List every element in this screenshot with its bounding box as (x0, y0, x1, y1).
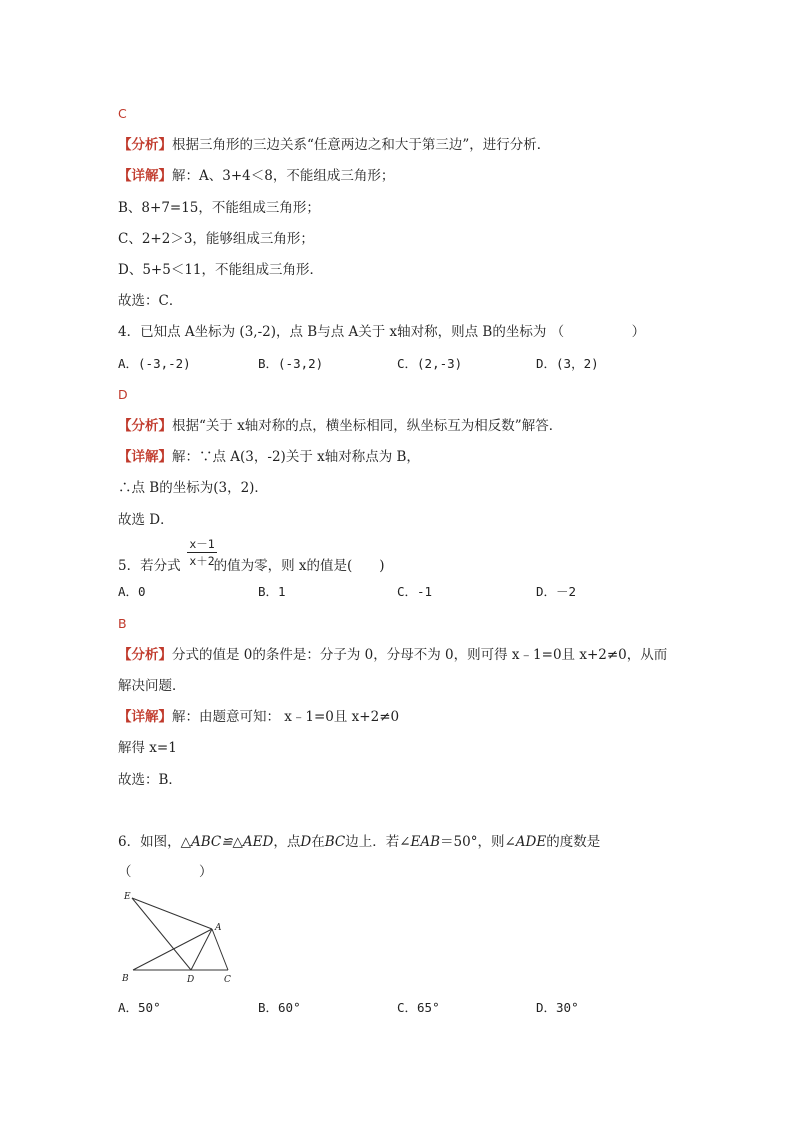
q4-answer: D (118, 387, 128, 402)
q5-option-b: B．1 (258, 584, 286, 599)
q6-point-d: D (300, 834, 312, 850)
q5-stem-prefix: 5．若分式 (118, 558, 181, 574)
q3-analysis (118, 136, 550, 154)
q5-option-d: D．－2 (536, 584, 577, 599)
analysis-tag: 【分析】 (118, 418, 172, 434)
q6-angle-ade: ADE (515, 834, 547, 850)
q3-line-b: B、8+7=15，不能组成三角形； (118, 200, 320, 216)
segment-ad (191, 929, 212, 970)
segment-ed (132, 898, 191, 970)
label-a: A (215, 923, 222, 933)
q5-stem-suffix: 的值为零，则 x的值是( ) (213, 558, 385, 574)
q6-geometry-figure (118, 888, 248, 988)
analysis-text: 根据“关于 x轴对称的点，横坐标相同，纵坐标互为相反数”解答． (172, 418, 563, 434)
q6-stem-mid4: ＝50°，则∠ (440, 834, 516, 850)
q3-line-d: D、5+5＜11，不能组成三角形． (118, 262, 323, 278)
detail-tag: 【详解】 (118, 709, 172, 725)
label-e: E (124, 892, 131, 902)
q3-detail (118, 167, 394, 185)
q5-solve: 解得 x=1 (118, 740, 177, 756)
q5-answer: B (118, 616, 127, 631)
analysis-tag: 【分析】 (118, 137, 172, 153)
q4-conclusion: 故选 D． (118, 512, 174, 528)
q6-stem-mid3: 边上．若∠ (345, 834, 411, 850)
label-b: B (122, 974, 129, 984)
q5-detail (118, 708, 399, 726)
q5-stem (118, 557, 385, 575)
q3-answer: C (118, 106, 127, 121)
q5-analysis (118, 646, 667, 664)
q6-option-d: D．30° (536, 1000, 579, 1015)
q5-option-a: A．0 (118, 584, 146, 599)
q4-option-a: A．(-3,-2) (118, 356, 191, 371)
detail-text: 解：由题意可知： x﹣1=0且 x+2≠0 (172, 709, 400, 725)
q6-congruence: △ABC≌△AED (180, 834, 274, 850)
q3-line-c: C、2+2＞3，能够组成三角形； (118, 231, 314, 247)
figure-lines (132, 898, 228, 970)
q5-fraction (187, 537, 217, 568)
q4-stem: 4．已知点 A坐标为 (3,-2)，点 B与点 A关于 x轴对称，则点 B的坐标为 （ ） (118, 324, 646, 340)
label-d: D (187, 975, 195, 985)
detail-tag: 【详解】 (118, 449, 172, 465)
analysis-tag: 【分析】 (118, 647, 172, 663)
q6-stem-prefix: 6．如图， (118, 834, 181, 850)
q5-conclusion: 故选：B． (118, 772, 182, 788)
q4-option-d: D．(3，2) (536, 356, 599, 371)
q6-stem-mid: ，点 (273, 834, 301, 850)
detail-text: 解：∵点 A(3，-2)关于 x轴对称点为 B， (172, 449, 420, 465)
segment-ba (133, 929, 212, 970)
segment-ea (132, 898, 212, 929)
q4-option-c: C．(2,-3) (397, 356, 463, 371)
q4-analysis (118, 417, 562, 435)
q4-detail (118, 448, 420, 466)
q4-therefore: ∴点 B的坐标为(3，2)． (118, 480, 268, 496)
fraction-denominator: x＋2 (189, 554, 215, 568)
q5-analysis-cont: 解决问题． (118, 678, 186, 694)
fraction-numerator: x－1 (187, 537, 217, 553)
detail-text: 解：A、3+4＜8，不能组成三角形； (172, 168, 395, 184)
q4-option-b: B．(-3,2) (258, 356, 324, 371)
q6-option-c: C．65° (397, 1000, 440, 1015)
detail-tag: 【详解】 (118, 168, 172, 184)
analysis-text: 分式的值是 0的条件是：分子为 0，分母不为 0，则可得 x﹣1=0且 x+2≠0，从而 (172, 647, 668, 663)
q6-segment-bc: BC (324, 834, 346, 850)
q6-stem (118, 833, 600, 851)
label-c: C (224, 975, 231, 985)
q6-option-b: B．60° (258, 1000, 301, 1015)
q6-option-a: A．50° (118, 1000, 161, 1015)
q6-stem-mid2: 在 (311, 834, 325, 850)
q6-angle-eab: EAB (410, 834, 441, 850)
q6-paren: （ ） (118, 864, 213, 880)
q3-conclusion: 故选：C． (118, 293, 183, 309)
q5-option-c: C．-1 (397, 584, 433, 599)
analysis-text: 根据三角形的三边关系“任意两边之和大于第三边”，进行分析． (172, 137, 551, 153)
q6-stem-suffix: 的度数是 (546, 834, 601, 850)
segment-ac (212, 929, 228, 970)
